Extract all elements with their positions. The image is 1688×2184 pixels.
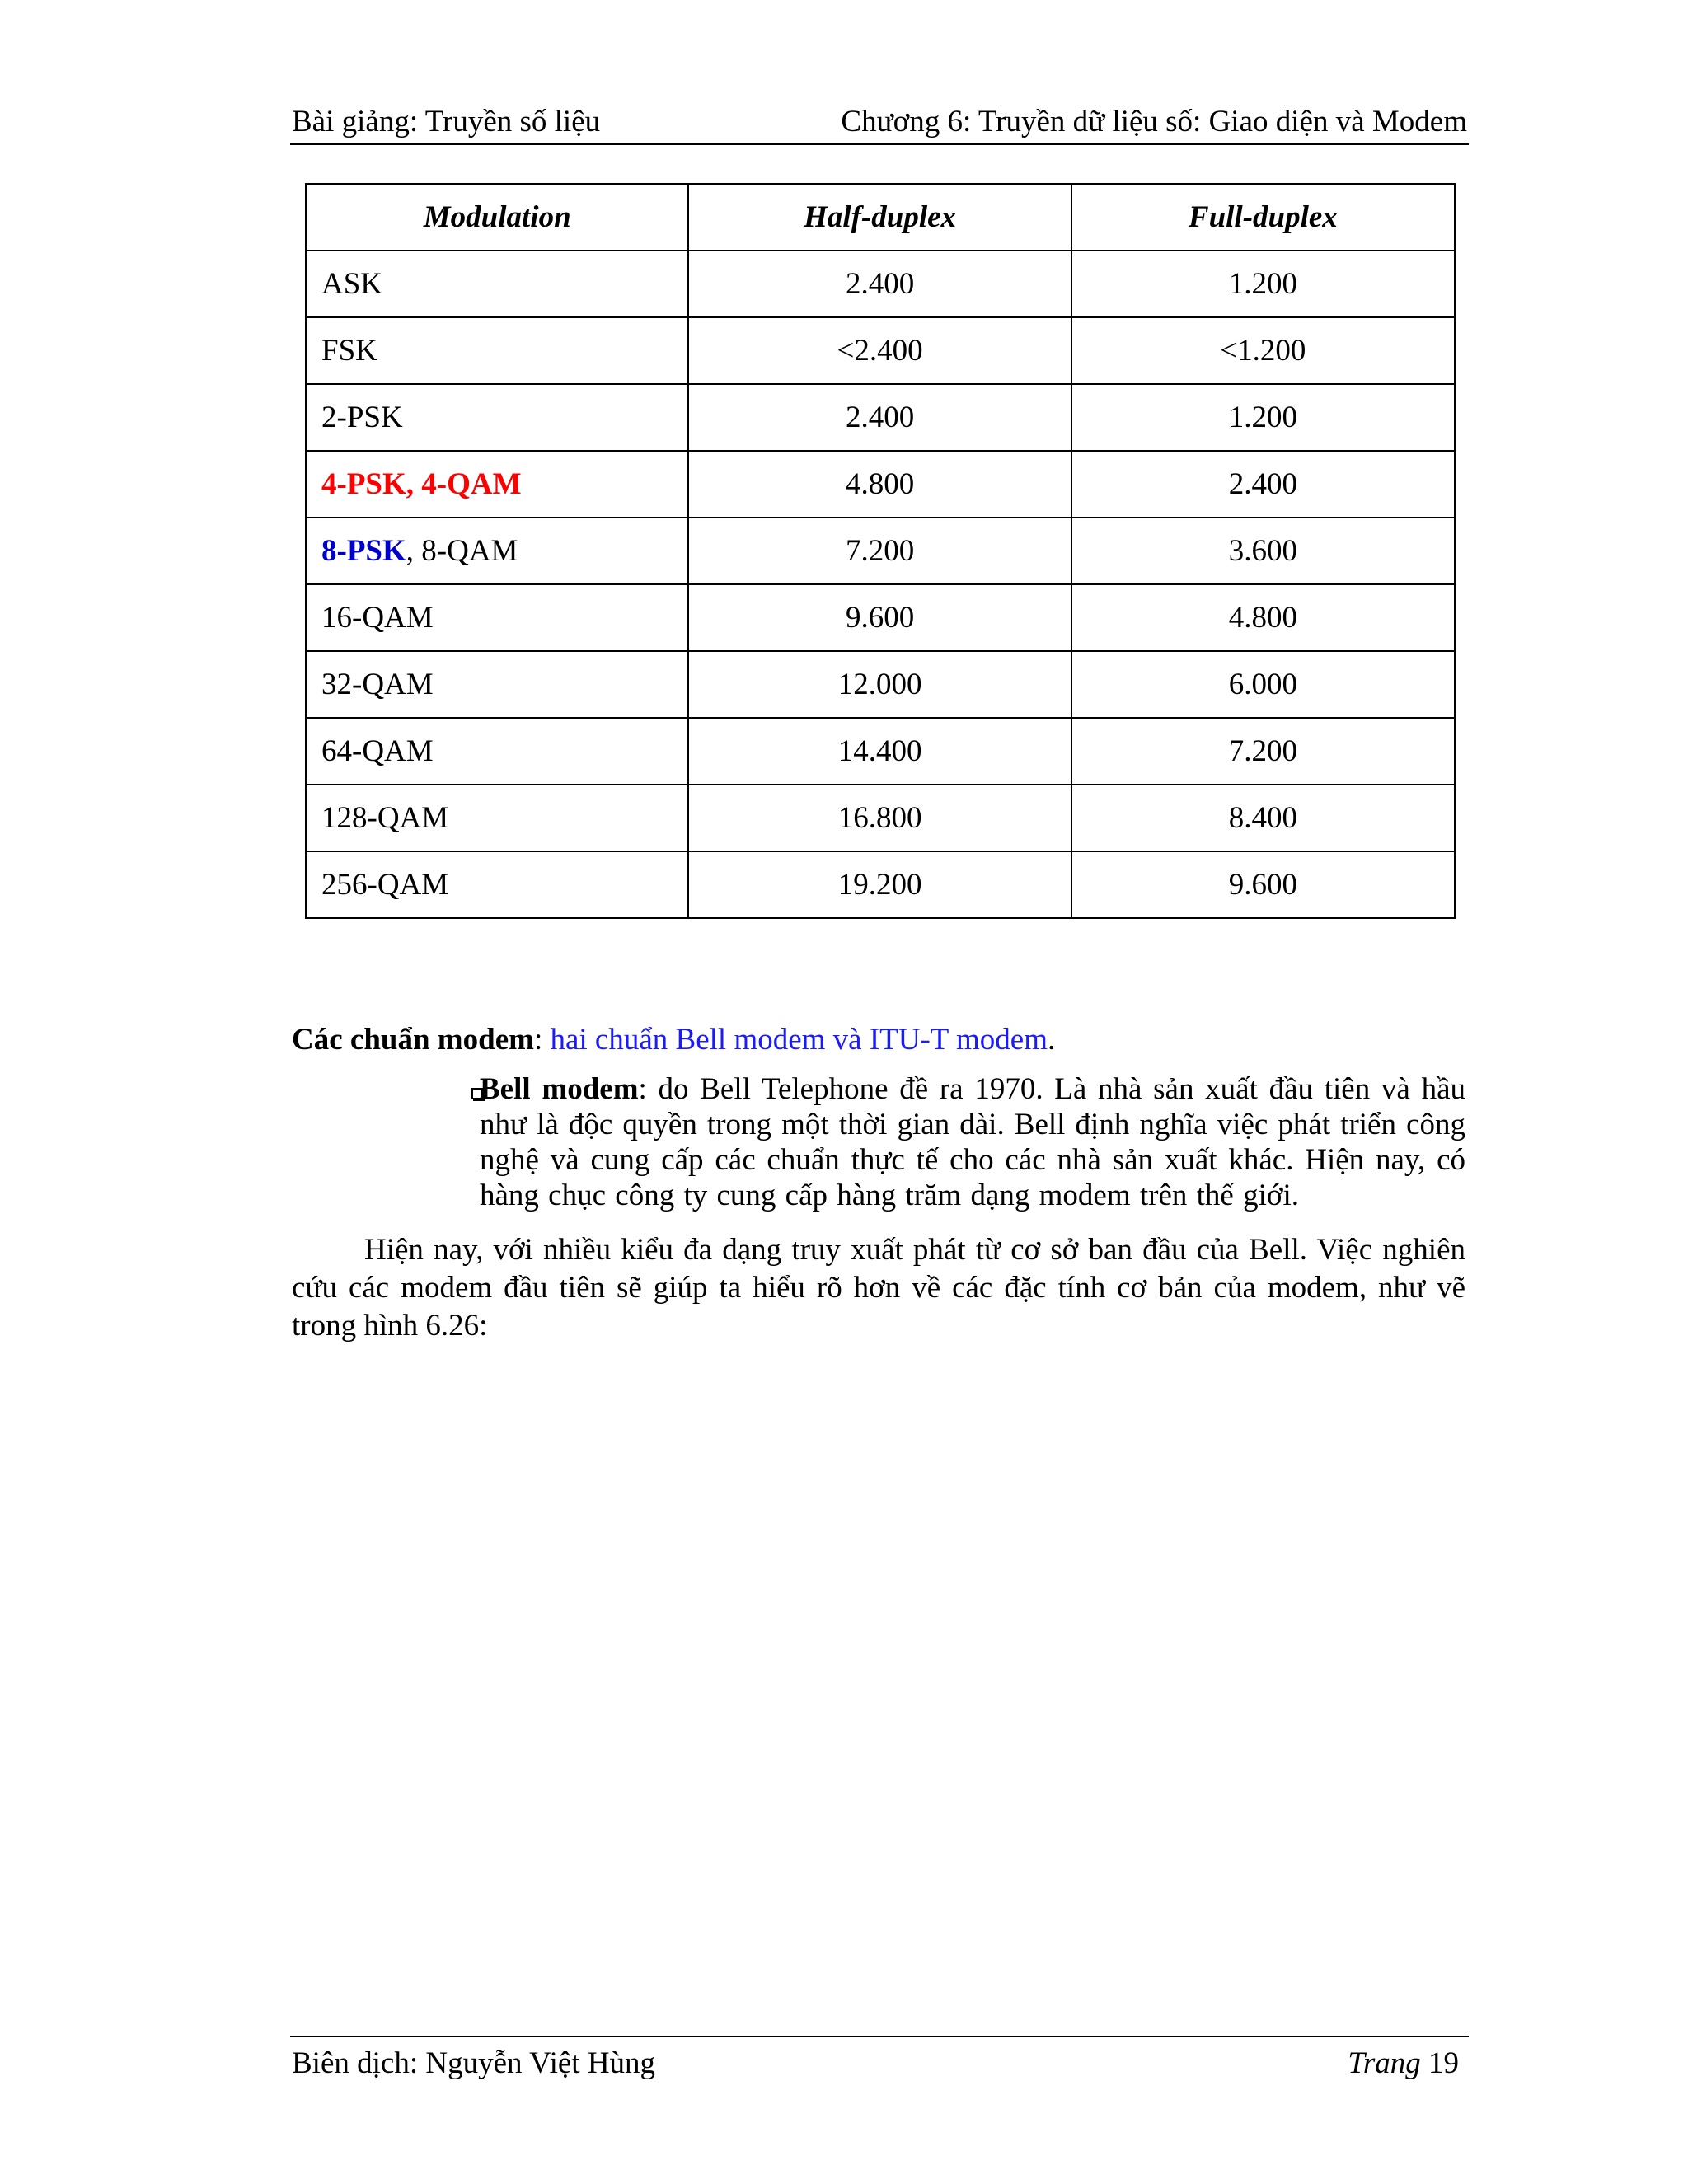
paragraph-line: Hiện nay, với nhiều kiểu đa dạng truy xuất phát từ cơ sở ban đầu của Bell. Việc nghiên — [364, 1233, 1465, 1267]
table-row — [306, 718, 1455, 785]
cell-modulation: 64-QAM — [306, 718, 688, 785]
paragraph-line: cứu các modem đầu tiên sẽ giúp ta hiểu rõ hơn về các đặc tính cơ bản của modem, như vẽ — [292, 1271, 1465, 1305]
page-footer — [290, 2036, 1469, 2087]
modulation-highlight-blue: 8-PSK — [321, 534, 406, 568]
cell-modulation-highlight-red: 4-PSK, 4-QAM — [306, 451, 688, 518]
header-course-title: Bài giảng: Truyền số liệu — [292, 105, 601, 138]
header-half-duplex: Half-duplex — [688, 184, 1071, 251]
cell-full-duplex: 1.200 — [1071, 384, 1455, 451]
modulation-rest: , 8-QAM — [406, 534, 518, 568]
bullet-line: hàng chục công ty cung cấp hàng trăm dạng modem trên thế giới. — [480, 1179, 1299, 1212]
cell-full-duplex: 9.600 — [1071, 851, 1455, 918]
cell-half-duplex: 14.400 — [688, 718, 1071, 785]
standards-label: Các chuẩn modem — [292, 1023, 534, 1057]
cell-half-duplex: 19.200 — [688, 851, 1071, 918]
table-row — [306, 251, 1455, 317]
bullet-line — [480, 1071, 1465, 1107]
table-row — [306, 584, 1455, 651]
header-full-duplex: Full-duplex — [1071, 184, 1455, 251]
table-row — [306, 785, 1455, 851]
cell-full-duplex: 8.400 — [1071, 785, 1455, 851]
cell-half-duplex: 16.800 — [688, 785, 1071, 851]
paragraph-line: trong hình 6.26: — [292, 1309, 488, 1343]
cell-half-duplex: 2.400 — [688, 251, 1071, 317]
table-row — [306, 384, 1455, 451]
bell-modem-bullet — [480, 1071, 1465, 1213]
header-modulation: Modulation — [306, 184, 688, 251]
cell-half-duplex: 12.000 — [688, 651, 1071, 718]
cell-half-duplex: <2.400 — [688, 317, 1071, 384]
bullet-line: nghệ và cung cấp các chuẩn thực tế cho các nhà sản xuất khác. Hiện nay, có — [480, 1143, 1465, 1177]
cell-full-duplex: <1.200 — [1071, 317, 1455, 384]
table-row — [306, 851, 1455, 918]
cell-full-duplex: 3.600 — [1071, 518, 1455, 584]
cell-modulation — [306, 518, 688, 584]
table-row — [306, 651, 1455, 718]
standards-text: hai chuẩn Bell modem và ITU-T modem — [550, 1023, 1048, 1057]
cell-modulation: 256-QAM — [306, 851, 688, 918]
cell-full-duplex: 1.200 — [1071, 251, 1455, 317]
bullet-term: Bell modem — [480, 1072, 639, 1106]
standards-separator: : — [533, 1023, 551, 1057]
cell-half-duplex: 7.200 — [688, 518, 1071, 584]
cell-full-duplex: 7.200 — [1071, 718, 1455, 785]
page-label: Trang — [1348, 2046, 1421, 2080]
table-row — [306, 317, 1455, 384]
table-row — [306, 518, 1455, 584]
table-header-row — [306, 184, 1455, 251]
bullet-line-text: : do Bell Telephone đề ra 1970. Là nhà sản xuất đầu tiên và hầu — [638, 1072, 1465, 1106]
cell-half-duplex: 9.600 — [688, 584, 1071, 651]
body-paragraph — [292, 1231, 1465, 1345]
cell-modulation: 32-QAM — [306, 651, 688, 718]
standards-end: . — [1047, 1023, 1056, 1057]
table-row — [306, 451, 1455, 518]
header-chapter-title: Chương 6: Truyền dữ liệu số: Giao diện và Modem — [841, 105, 1467, 138]
cell-modulation: ASK — [306, 251, 688, 317]
cell-modulation: FSK — [306, 317, 688, 384]
cell-modulation: 16-QAM — [306, 584, 688, 651]
cell-half-duplex: 4.800 — [688, 451, 1071, 518]
cell-half-duplex: 2.400 — [688, 384, 1071, 451]
footer-page-number — [1348, 2046, 1459, 2081]
modem-standards-line — [292, 1022, 1055, 1057]
cell-modulation: 128-QAM — [306, 785, 688, 851]
cell-modulation: 2-PSK — [306, 384, 688, 451]
page-number: 19 — [1428, 2046, 1459, 2080]
cell-full-duplex: 4.800 — [1071, 584, 1455, 651]
cell-full-duplex: 2.400 — [1071, 451, 1455, 518]
page-header — [290, 101, 1469, 145]
modulation-rate-table — [305, 183, 1456, 919]
cell-full-duplex: 6.000 — [1071, 651, 1455, 718]
bullet-line: như là độc quyền trong một thời gian dài. Bell định nghĩa việc phát triển công — [480, 1108, 1465, 1141]
footer-translator: Biên dịch: Nguyễn Việt Hùng — [292, 2046, 656, 2080]
